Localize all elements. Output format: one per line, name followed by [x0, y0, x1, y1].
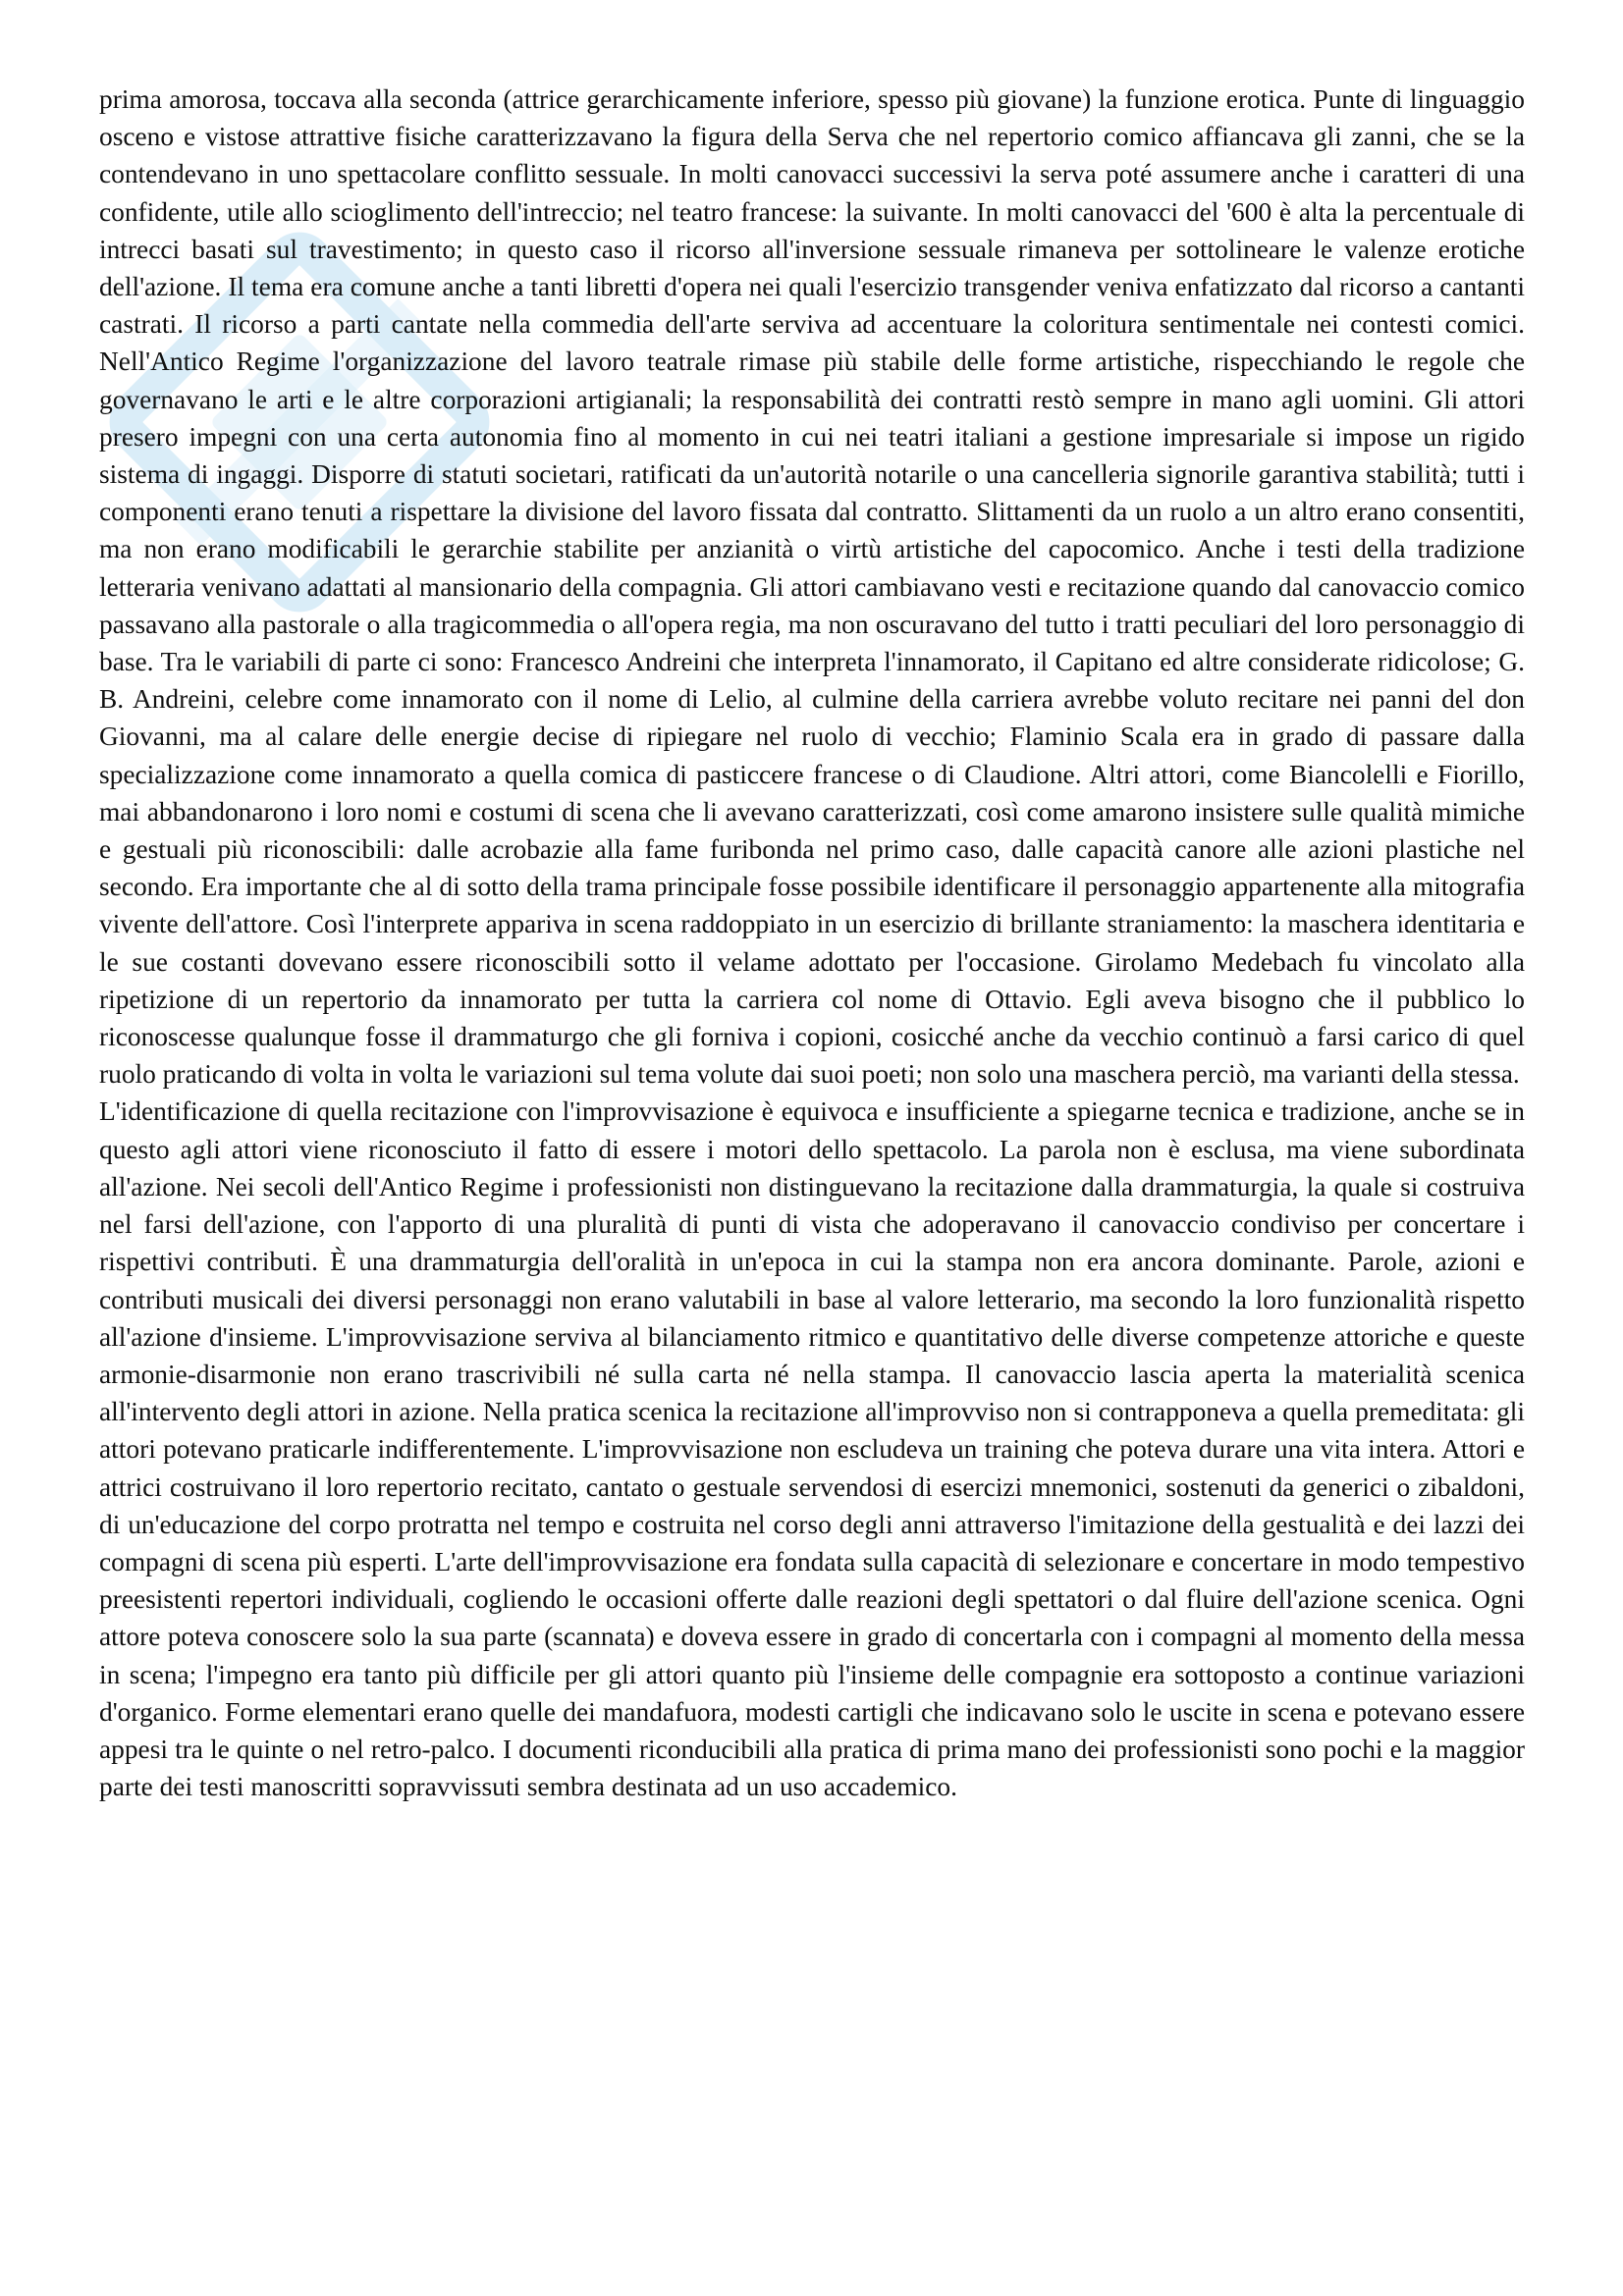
- body-text: [99, 80, 1525, 1805]
- paragraph-2: L'identificazione di quella recitazione con l'improvvisazione è equivoca e insufficiente a spiegarne tecnica e tradizione, anche se in questo agli attori viene riconosciuto il fatto di essere i motori dello spettacolo. La parola non è esclusa, ma viene subordinata all'azione. Nei secoli dell'Antico Regime i professionisti non distinguevano la recitazione dalla drammaturgia, la quale si costruiva nel farsi dell'azione, con l'apporto di una pluralità di punti di vista che adoperavano il canovaccio condiviso per concertare i rispettivi contributi. È una drammaturgia dell'oralità in un'epoca in cui la stampa non era ancora dominante. Parole, azioni e contributi musicali dei diversi personaggi non erano valutabili in base al valore letterario, ma secondo la loro funzionalità rispetto all'azione d'insieme. L'improvvisazione serviva al bilanciamento ritmico e quantitativo delle diverse competenze attoriche e queste armonie-disarmonie non erano trascrivibili né sulla carta né nella stampa. Il canovaccio lascia aperta la materialità scenica all'intervento degli attori in azione. Nella pratica scenica la recitazione all'improvviso non si contrapponeva a quella premeditata: gli attori potevano praticarle indifferentemente. L'improvvisazione non escludeva un training che poteva durare una vita intera. Attori e attrici costruivano il loro repertorio recitato, cantato o gestuale servendosi di esercizi mnemonici, sostenuti da generici o zibaldoni, di un'educazione del corpo protratta nel tempo e costruita nel corso degli anni attraverso l'imitazione della gestualità e dei lazzi dei compagni di scena più esperti. L'arte dell'improvvisazione era fondata sulla capacità di selezionare e concertare in modo tempestivo preesistenti repertori individuali, cogliendo le occasioni offerte dalle reazioni degli spettatori o dal fluire dell'azione scenica. Ogni attore poteva conoscere solo la sua parte (scannata) e doveva essere in grado di concertarla con i compagni al momento della messa in scena; l'impegno era tanto più difficile per gli attori quanto più l'insieme delle compagnie era sottoposto a continue variazioni d'organico. Forme elementari erano quelle dei mandafuora, modesti cartigli che indicavano solo le uscite in scena e potevano essere appesi tra le quinte o nel retro-palco. I documenti riconducibili alla pratica di prima mano dei professionisti sono pochi e la maggior parte dei testi manoscritti sopravvissuti sembra destinata ad un uso accademico.: [99, 1096, 1525, 1802]
- paragraph-1: prima amorosa, toccava alla seconda (attrice gerarchicamente inferiore, spesso più giovane) la funzione erotica. Punte di linguaggio osceno e vistose attrattive fisiche caratterizzavano la figura della Serva che nel repertorio comico affiancava gli zanni, che se la contendevano in uno spettacolare conflitto sessuale. In molti canovacci successivi la serva poté assumere anche i caratteri di una confidente, utile allo scioglimento dell'intreccio; nel teatro francese: la suivante. In molti canovacci del '600 è alta la percentuale di intrecci basati sul travestimento; in questo caso il ricorso all'inversione sessuale rimaneva per sottolineare le valenze erotiche dell'azione. Il tema era comune anche a tanti libretti d'opera nei quali l'esercizio transgender veniva enfatizzato dal ricorso a cantanti castrati. Il ricorso a parti cantate nella commedia dell'arte serviva ad accentuare la coloritura sentimentale nei contesti comici. Nell'Antico Regime l'organizzazione del lavoro teatrale rimase più stabile delle forme artistiche, rispecchiando le regole che governavano le arti e le altre corporazioni artigianali; la responsabilità dei contratti restò sempre in mano agli uomini. Gli attori presero impegni con una certa autonomia fino al momento in cui nei teatri italiani a gestione impresariale si impose un rigido sistema di ingaggi. Disporre di statuti societari, ratificati da un'autorità notarile o una cancelleria signorile garantiva stabilità; tutti i componenti erano tenuti a rispettare la divisione del lavoro fissata dal contratto. Slittamenti da un ruolo a un altro erano consentiti, ma non erano modificabili le gerarchie stabilite per anzianità o virtù artistiche del capocomico. Anche i testi della tradizione letteraria venivano adattati al mansionario della compagnia. Gli attori cambiavano vesti e recitazione quando dal canovaccio comico passavano alla pastorale o alla tragicommedia o all'opera regia, ma non oscuravano del tutto i tratti peculiari del loro personaggio di base. Tra le variabili di parte ci sono: Francesco Andreini che interpreta l'innamorato, il Capitano ed altre considerate ridicolose; G. B. Andreini, celebre come innamorato con il nome di Lelio, al culmine della carriera avrebbe voluto recitare nei panni del don Giovanni, ma al calare delle energie decise di ripiegare nel ruolo di vecchio; Flaminio Scala era in grado di passare dalla specializzazione come innamorato a quella comica di pasticcere francese o di Claudione. Altri attori, come Biancolelli e Fiorillo, mai abbandonarono i loro nomi e costumi di scena che li avevano caratterizzati, così come amarono insistere sulle qualità mimiche e gestuali più riconoscibili: dalle acrobazie alla fame furibonda nel primo caso, dalle capacità canore alle azioni plastiche nel secondo. Era importante che al di sotto della trama principale fosse possibile identificare il personaggio appartenente alla mitografia vivente dell'attore. Così l'interprete appariva in scena raddoppiato in un esercizio di brillante straniamento: la maschera identitaria e le sue costanti dovevano essere riconoscibili sotto il velame adottato per l'occasione. Girolamo Medebach fu vincolato alla ripetizione di un repertorio da innamorato per tutta la carriera col nome di Ottavio. Egli aveva bisogno che il pubblico lo riconoscesse qualunque fosse il drammaturgo che gli forniva i copioni, cosicché anche da vecchio continuò a farsi carico di quel ruolo praticando di volta in volta le variazioni sul tema volute dai suoi poeti; non solo una maschera perciò, ma varianti della stessa.: [99, 84, 1525, 1090]
